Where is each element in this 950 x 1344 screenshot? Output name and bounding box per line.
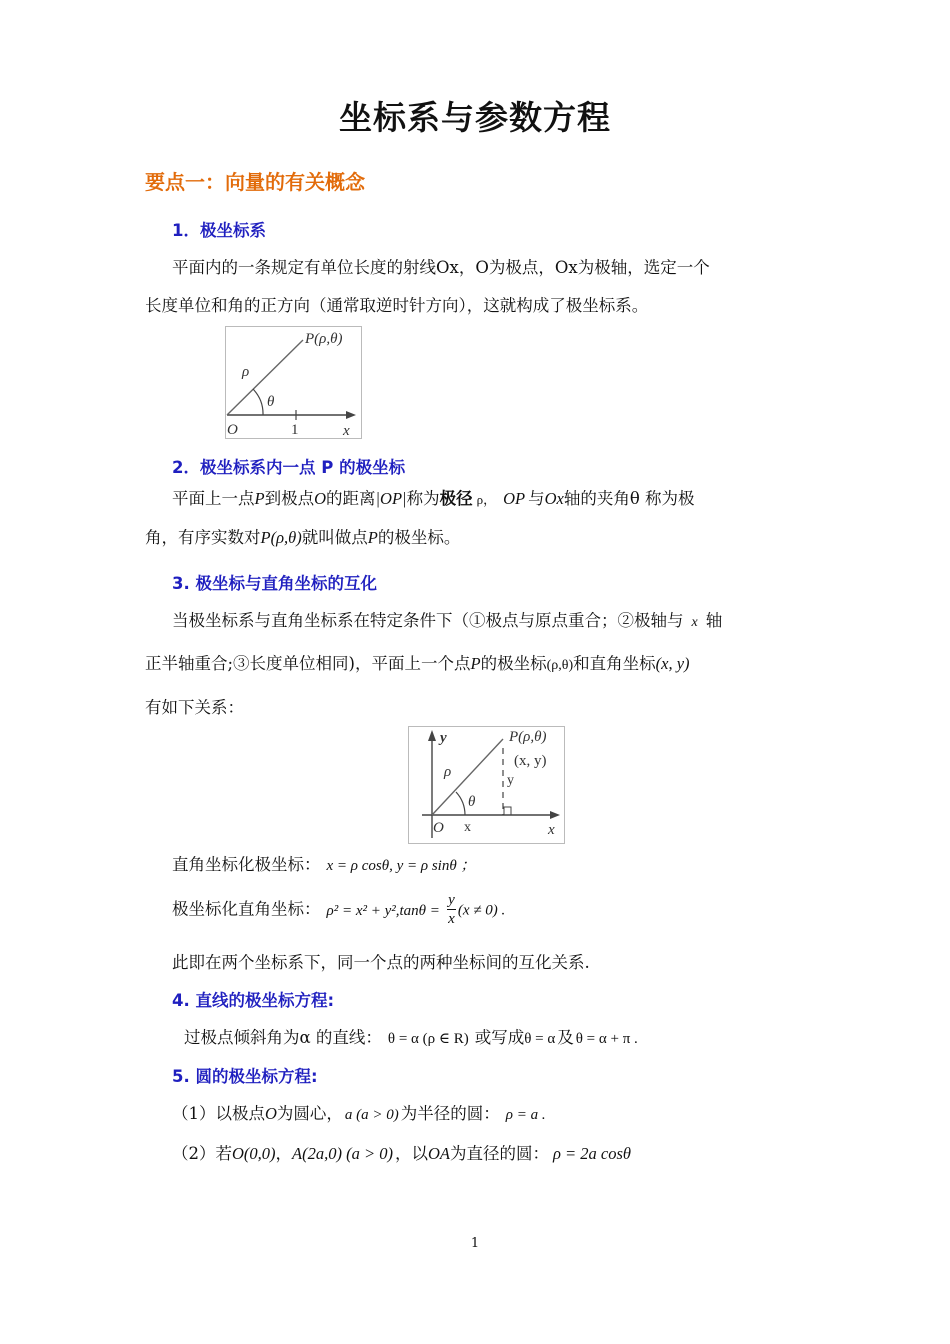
arrow-up-icon [428,730,436,741]
subheading-line-equation: 4. 直线的极坐标方程: [172,991,335,1010]
unit-label: 1 [291,422,299,438]
rho-label: ρ [242,364,250,380]
subheading-polar-system: 1．极坐标系 [172,221,266,240]
rho-label: ρ [444,764,452,780]
polar-axis-figure [225,326,362,439]
origin-label: O [227,422,238,438]
x-axis-label: x [343,423,350,439]
paragraph-circle-case1: （1）以极点O为圆心， a (a > 0) 为半径的圆： ρ = a . [172,1104,546,1123]
page-number: 1 [470,1236,480,1251]
subheading-polar-coordinates: 2．极坐标系内一点 P 的极坐标 [172,458,406,477]
point-p-label: P(ρ,θ) [509,729,547,745]
paragraph-conversion-line3: 有如下关系： [145,698,244,717]
paragraph-polar-coords-line1: 平面上一点P到极点O的距离|OP|称为极径 ρ， OP 与Ox轴的夹角θ 称为极 [172,489,695,508]
paragraph-polar-def-line1: 平面内的一条规定有单位长度的射线Ox，O为极点，Ox为极轴，选定一个 [172,258,710,277]
ray-op [227,340,303,415]
arrow-right-icon [346,411,356,419]
polar-rect-figure [408,726,565,844]
formula-polar-to-rect: 极坐标化直角坐标： ρ² = x² + y²,tanθ = $\frac{y}{x}$ (x ≠ 0) . [172,892,506,927]
x-length-label: x [464,820,471,835]
angle-arc [253,389,263,415]
right-angle-mark [504,807,511,815]
theta-label: θ [468,794,476,810]
paragraph-circle-case2: （2）若O(0,0)，A(2a,0) (a > 0) ，以OA为直径的圆： ρ = 2a cosθ [172,1144,632,1163]
paragraph-polar-def-line2: 长度单位和角的正方向（通常取逆时针方向），这就构成了极坐标系。 [145,296,649,315]
subheading-circle-equation: 5. 圆的极坐标方程: [172,1067,318,1086]
section-heading-key-point-1: 要点一：向量的有关概念 [145,170,365,194]
point-xy-label: (x, y) [514,753,547,769]
point-p-label: P(ρ,θ) [305,331,343,347]
theta-label: θ [267,394,275,410]
arrow-right-icon [550,811,560,819]
page-title: 坐标系与参数方程 [339,98,611,137]
angle-arc [456,792,465,815]
paragraph-line-equation: 过极点倾斜角为α 的直线： θ = α (ρ ∈ R) 或写成θ = α 及 θ = α + π . [184,1028,638,1047]
paragraph-polar-coords-line2: 角，有序实数对P(ρ,θ)就叫做点P的极坐标。 [145,528,461,547]
y-length-label: y [507,773,514,788]
subheading-conversion: 3. 极坐标与直角坐标的互化 [172,574,377,593]
x-axis-label: x [548,822,555,838]
formula-rect-to-polar: 直角坐标化极坐标： x = ρ cosθ, y = ρ sinθ ； [172,855,476,874]
y-axis-label: y [440,730,447,746]
paragraph-conversion-line1: 当极坐标系与直角坐标系在特定条件下（①极点与原点重合；②极轴与 x 轴 [172,611,723,630]
fraction-y-over-x: $\frac{y}{x}$ [448,892,455,927]
paragraph-conversion-line2: 正半轴重合;③长度单位相同)，平面上一个点P的极坐标(ρ,θ)和直角坐标(x, y) [145,654,690,673]
paragraph-conversion-note: 此即在两个坐标系下，同一个点的两种坐标间的互化关系. [172,953,590,972]
origin-label: O [433,820,444,836]
